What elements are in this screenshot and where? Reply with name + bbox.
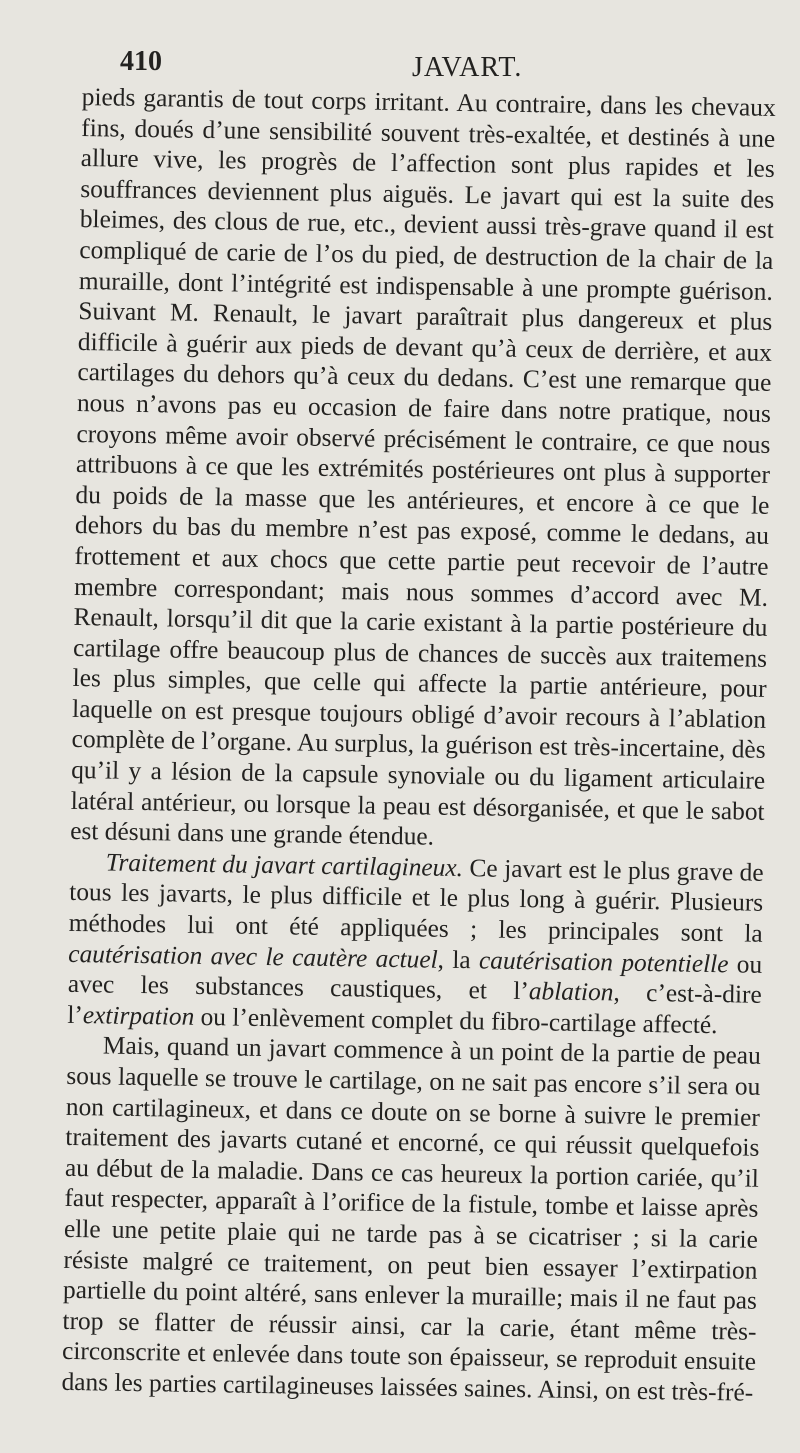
paragraph-3: Mais, quand un javart commence à un point de la partie de peau sous laquelle se trouve le cartilage, on ne sait pas encore s’il sera ou non cartilagineux, et dans ce doute on se borne à suivre le premier traitement des javarts cutané et encorné, ce qui réussit quelquefois au début de la maladie. Dans ce cas heureux la portion cariée, qu’il faut respecter, apparaît à l’orifice de la fistule, tombe et laisse après elle une petite plaie qui ne tarde pas à se cicatriser ; si la carie résiste malgré ce traitement, on peut bien essayer l’extirpation partielle du point altéré, sans enlever la muraille; mais il ne faut pas trop se flatter de réussir ainsi, car la carie, étant même très-circonscrite et enlevée dans toute son épaisseur, se reproduit ensuite dans les parties cartilagineuses laissées saines. Ainsi, on est très-fré- [61,1031,762,1407]
page-number: 410 [120,46,162,77]
text-run: , la [437,945,480,974]
text-run: , c’est-à-dire l’ [67,978,762,1029]
italic-term: ablation [528,977,614,1007]
italic-term: cautérisation avec le cautère actuel [68,939,438,974]
italic-term: extirpation [82,1000,195,1031]
text-run: Ce javart est le plus grave de tous les javarts, le plus difficile et le plus long à guérir. Plusieurs méthodes lui ont été appliquées ; les principales sont la [68,853,764,948]
body-text [61,82,776,1408]
paragraph-1: pieds garantis de tout corps irritant. Au contraire, dans les chevaux fins, doués d’une sensibilité souvent très-exaltée, et destinés à une allure vive, les progrès de l’affection sont plus rapides et les souffrances deviennent plus aiguës. Le javart qui est la suite des bleimes, des clous de rue, etc., devient aussi très-grave quand il est compliqué de carie de l’os du pied, de destruction de la chair de la muraille, dont l’intégrité est indispensable à une prompte guérison. Suivant M. Renault, le javart paraîtrait plus dangereux et plus difficile à guérir aux pieds de devant qu’à ceux de derrière, et aux cartilages du dehors qu’à ceux du dedans. C’est une remarque que nous n’avons pas eu occasion de faire dans notre pratique, nous croyons même avoir observé précisément le contraire, ce que nous attribuons à ce que les extrémités postérieures ont plus à supporter du poids de la masse que les antérieures, et encore à ce que le dehors du bas du membre n’est pas exposé, comme le dedans, au frottement et aux chocs que cette partie peut recevoir de l’autre membre correspondant; mais nous sommes d’accord avec M. Renault, lorsqu’il dit que la carie existant à la partie postérieure du cartilage offre beaucoup plus de chances de succès aux traitemens les plus simples, que celle qui affecte la partie antérieure, pour laquelle on est presque toujours obligé d’avoir recours à l’ablation complète de l’organe. Au surplus, la guérison est très-incertaine, dès qu’il y a lésion de la capsule synoviale ou du ligament articulaire latéral antérieur, ou lorsque la peau est désorganisée, et que le sabot est désuni dans une grande étendue. [70,82,776,851]
text-run: ou l’enlèvement complet du fibro-cartilage affecté. [194,1002,718,1039]
running-title: JAVART. [412,52,523,83]
text-run: ou avec les substances caustiques, et l’ [67,949,763,1006]
section-heading: Traitement du javart cartilagineux. [105,848,464,882]
page-header [120,44,760,84]
paragraph-2 [67,847,764,1041]
italic-term: cautérisation potentielle [478,945,729,978]
